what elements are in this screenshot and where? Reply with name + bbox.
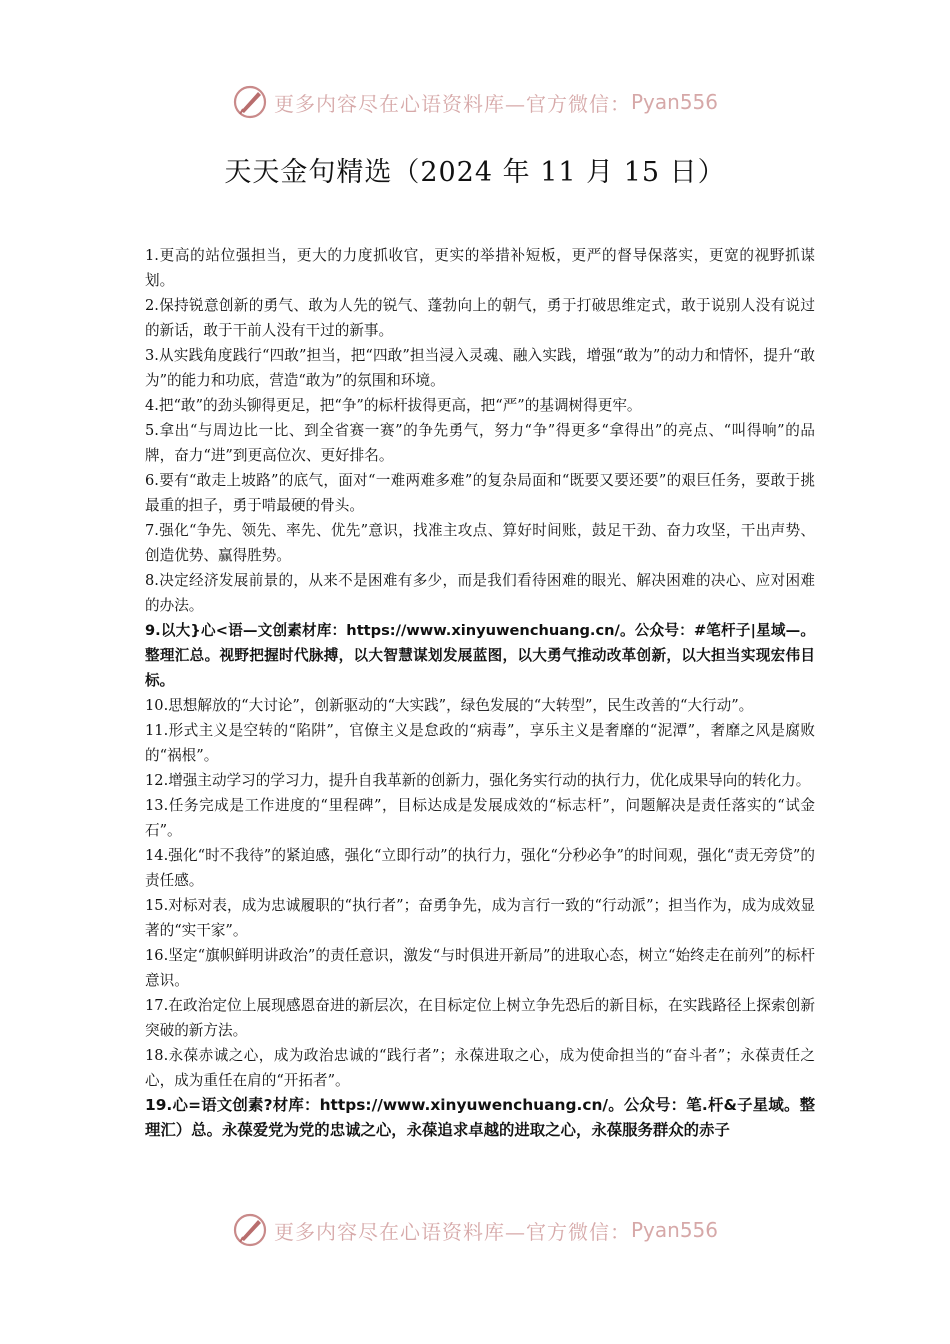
banner-wechat-id: Pyan556: [630, 90, 718, 114]
list-item: 12.增强主动学习的学习力，提升自我革新的创新力，强化务实行动的执行力，优化成果导向的转化力。: [145, 772, 811, 789]
list-item: 19.心=语文创素?材库：https://www.xinyuwenchuang.cn/。公众号：笔.杆&子星域。整理汇）总。永葆爱党为党的忠诚之心，永葆追求卓越的进取之心，永葆服务群众的赤子: [145, 1096, 815, 1139]
list-item: 18.永葆赤诚之心，成为政治忠诚的“践行者”；永葆进取之心，成为使命担当的“奋斗者”；永葆责任之心，成为重任在肩的“开拓者”。: [145, 1047, 815, 1089]
list-item: 15.对标对表，成为忠诚履职的“执行者”；奋勇争先，成为言行一致的“行动派”；担当作为，成为成效显著的“实干家”。: [145, 897, 815, 939]
list-item: 2.保持锐意创新的勇气、敢为人先的锐气、蓬勃向上的朝气，勇于打破思维定式，敢于说别人没有说过的新话，敢于干前人没有干过的新事。: [145, 297, 815, 339]
list-item: 6.要有“敢走上坡路”的底气，面对“一难两难多难”的复杂局面和“既要又要还要”的艰巨任务，要敢于挑最重的担子，勇于啃最硬的骨头。: [145, 472, 815, 514]
list-item: 13.任务完成是工作进度的“里程碑”，目标达成是发展成效的“标志杆”，问题解决是责任落实的“试金石”。: [145, 797, 815, 839]
banner-text: 更多内容尽在心语资料库—官方微信：: [273, 91, 631, 116]
list-item: 4.把“敢”的劲头铆得更足，把“争”的标杆拔得更高，把“严”的基调树得更牢。: [145, 397, 642, 414]
list-item: 8.决定经济发展前景的，从来不是困难有多少，而是我们看待困难的眼光、解决困难的决心、应对困难的办法。: [145, 572, 815, 614]
page-title: 天天金句精选（2024 年 11 月 15 日）: [224, 157, 726, 188]
list-item: 10.思想解放的“大讨论”，创新驱动的“大实践”，绿色发展的“大转型”，民生改善的“大行动”。: [145, 697, 754, 714]
footer-banner: [0, 1210, 950, 1250]
banner-wechat-id: Pyan556: [630, 1218, 718, 1242]
list-item: 17.在政治定位上展现感恩奋进的新层次，在目标定位上树立争先恐后的新目标，在实践路径上探索创新突破的新方法。: [145, 997, 815, 1039]
quill-logo-icon: [232, 84, 268, 120]
list-item: 7.强化“争先、领先、率先、优先”意识，找准主攻点、算好时间账，鼓足干劲、奋力攻坚，干出声势、创造优势、赢得胜势。: [145, 522, 815, 564]
quill-logo-icon: [232, 1212, 268, 1248]
list-item: 16.坚定“旗帜鲜明讲政治”的责任意识，激发“与时俱进开新局”的进取心态，树立“始终走在前列”的标杆意识。: [145, 947, 815, 989]
list-item: 3.从实践角度践行“四敢”担当，把“四敢”担当浸入灵魂、融入实践，增强“敢为”的动力和情怀，提升“敢为”的能力和功底，营造“敢为”的氛围和环境。: [145, 347, 815, 389]
list-item: 1.更高的站位强担当，更大的力度抓收官，更实的举措补短板，更严的督导保落实，更宽的视野抓谋划。: [145, 247, 815, 289]
banner-text: 更多内容尽在心语资料库—官方微信：: [273, 1219, 631, 1244]
list-item: 5.拿出“与周边比一比、到全省赛一赛”的争先勇气，努力“争”得更多“拿得出”的亮点、“叫得响”的品牌，奋力“进”到更高位次、更好排名。: [145, 422, 815, 464]
list-item: 9.以大}心<语—文创素材库：https://www.xinyuwenchuang.cn/。公众号：#笔杆子|星域—。整理汇总。视野把握时代脉搏，以大智慧谋划发展蓝图，以大勇气推动改革创新，以大担当实现宏伟目标。: [145, 622, 815, 689]
quote-list: [145, 243, 815, 1143]
list-item: 14.强化“时不我待”的紧迫感，强化“立即行动”的执行力，强化“分秒必争”的时间观，强化“责无旁贷”的责任感。: [145, 847, 815, 889]
list-item: 11.形式主义是空转的“陷阱”，官僚主义是怠政的“病毒”，享乐主义是奢靡的“泥潭”，奢靡之风是腐败的“祸根”。: [145, 722, 815, 764]
header-banner: [0, 82, 950, 122]
